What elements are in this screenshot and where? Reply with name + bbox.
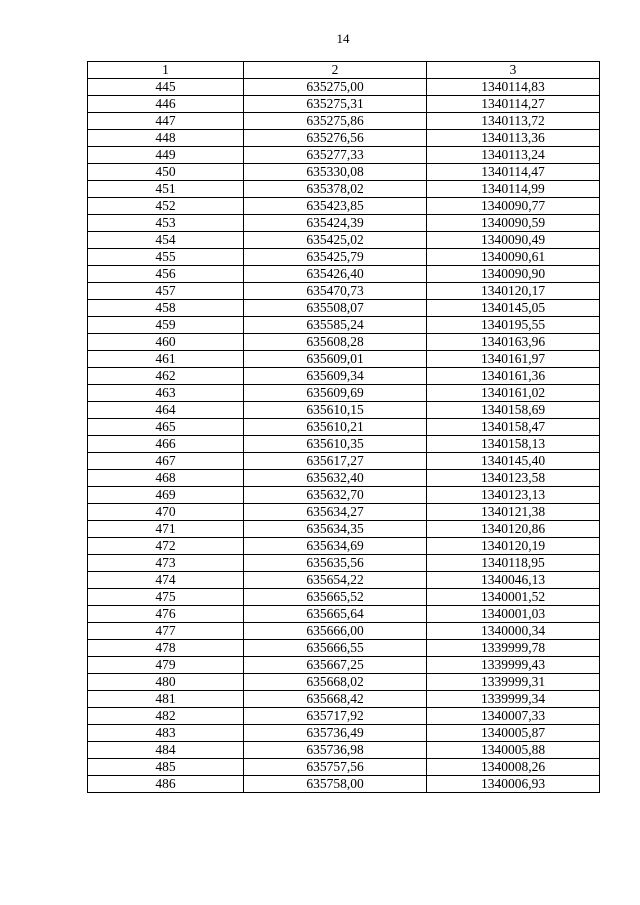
column-header-1: 1	[88, 62, 244, 79]
table-row	[88, 334, 600, 351]
x-coordinate-cell: 635632,40	[244, 470, 427, 487]
table-row	[88, 691, 600, 708]
point-number-cell: 448	[88, 130, 244, 147]
y-coordinate-cell: 1340195,55	[427, 317, 600, 334]
y-coordinate-cell: 1340120,86	[427, 521, 600, 538]
x-coordinate-cell: 635668,02	[244, 674, 427, 691]
y-coordinate-cell: 1340001,52	[427, 589, 600, 606]
y-coordinate-cell: 1340090,49	[427, 232, 600, 249]
table-row	[88, 164, 600, 181]
point-number-cell: 470	[88, 504, 244, 521]
point-number-cell: 474	[88, 572, 244, 589]
point-number-cell: 471	[88, 521, 244, 538]
x-coordinate-cell: 635666,55	[244, 640, 427, 657]
y-coordinate-cell: 1340113,72	[427, 113, 600, 130]
point-number-cell: 464	[88, 402, 244, 419]
point-number-cell: 450	[88, 164, 244, 181]
point-number-cell: 475	[88, 589, 244, 606]
y-coordinate-cell: 1340001,03	[427, 606, 600, 623]
table-row	[88, 385, 600, 402]
point-number-cell: 452	[88, 198, 244, 215]
point-number-cell: 483	[88, 725, 244, 742]
coordinates-table	[87, 61, 600, 793]
x-coordinate-cell: 635632,70	[244, 487, 427, 504]
table-row	[88, 232, 600, 249]
table-row	[88, 674, 600, 691]
table-row	[88, 147, 600, 164]
x-coordinate-cell: 635608,28	[244, 334, 427, 351]
x-coordinate-cell: 635424,39	[244, 215, 427, 232]
table-body	[88, 79, 600, 793]
point-number-cell: 477	[88, 623, 244, 640]
x-coordinate-cell: 635423,85	[244, 198, 427, 215]
y-coordinate-cell: 1340121,38	[427, 504, 600, 521]
x-coordinate-cell: 635378,02	[244, 181, 427, 198]
x-coordinate-cell: 635609,01	[244, 351, 427, 368]
y-coordinate-cell: 1340113,24	[427, 147, 600, 164]
y-coordinate-cell: 1339999,31	[427, 674, 600, 691]
table-row	[88, 555, 600, 572]
y-coordinate-cell: 1340000,34	[427, 623, 600, 640]
point-number-cell: 449	[88, 147, 244, 164]
table-row	[88, 266, 600, 283]
x-coordinate-cell: 635717,92	[244, 708, 427, 725]
x-coordinate-cell: 635425,02	[244, 232, 427, 249]
table-row	[88, 453, 600, 470]
table-row	[88, 606, 600, 623]
point-number-cell: 454	[88, 232, 244, 249]
point-number-cell: 481	[88, 691, 244, 708]
point-number-cell: 480	[88, 674, 244, 691]
table-row	[88, 521, 600, 538]
x-coordinate-cell: 635277,33	[244, 147, 427, 164]
x-coordinate-cell: 635470,73	[244, 283, 427, 300]
y-coordinate-cell: 1339999,43	[427, 657, 600, 674]
column-header-2: 2	[244, 62, 427, 79]
point-number-cell: 451	[88, 181, 244, 198]
x-coordinate-cell: 635634,27	[244, 504, 427, 521]
x-coordinate-cell: 635330,08	[244, 164, 427, 181]
point-number-cell: 462	[88, 368, 244, 385]
point-number-cell: 460	[88, 334, 244, 351]
x-coordinate-cell: 635275,31	[244, 96, 427, 113]
y-coordinate-cell: 1340090,59	[427, 215, 600, 232]
point-number-cell: 456	[88, 266, 244, 283]
point-number-cell: 476	[88, 606, 244, 623]
y-coordinate-cell: 1340005,87	[427, 725, 600, 742]
table-row	[88, 572, 600, 589]
x-coordinate-cell: 635275,86	[244, 113, 427, 130]
y-coordinate-cell: 1340123,13	[427, 487, 600, 504]
y-coordinate-cell: 1340158,47	[427, 419, 600, 436]
table-row	[88, 504, 600, 521]
table-header-row	[88, 62, 600, 79]
x-coordinate-cell: 635667,25	[244, 657, 427, 674]
table-row	[88, 419, 600, 436]
y-coordinate-cell: 1340161,97	[427, 351, 600, 368]
table-row	[88, 623, 600, 640]
x-coordinate-cell: 635668,42	[244, 691, 427, 708]
point-number-cell: 457	[88, 283, 244, 300]
page-number: 14	[336, 31, 350, 46]
point-number-cell: 446	[88, 96, 244, 113]
y-coordinate-cell: 1340090,90	[427, 266, 600, 283]
table-row	[88, 759, 600, 776]
y-coordinate-cell: 1340145,05	[427, 300, 600, 317]
y-coordinate-cell: 1340007,33	[427, 708, 600, 725]
point-number-cell: 467	[88, 453, 244, 470]
y-coordinate-cell: 1339999,34	[427, 691, 600, 708]
point-number-cell: 468	[88, 470, 244, 487]
y-coordinate-cell: 1340005,88	[427, 742, 600, 759]
x-coordinate-cell: 635275,00	[244, 79, 427, 96]
table-row	[88, 249, 600, 266]
y-coordinate-cell: 1340145,40	[427, 453, 600, 470]
x-coordinate-cell: 635609,69	[244, 385, 427, 402]
x-coordinate-cell: 635610,35	[244, 436, 427, 453]
y-coordinate-cell: 1340163,96	[427, 334, 600, 351]
table-row	[88, 283, 600, 300]
x-coordinate-cell: 635426,40	[244, 266, 427, 283]
table-row	[88, 351, 600, 368]
y-coordinate-cell: 1340120,17	[427, 283, 600, 300]
point-number-cell: 465	[88, 419, 244, 436]
x-coordinate-cell: 635665,52	[244, 589, 427, 606]
table-row	[88, 487, 600, 504]
x-coordinate-cell: 635610,21	[244, 419, 427, 436]
table-row	[88, 215, 600, 232]
point-number-cell: 455	[88, 249, 244, 266]
table-row	[88, 657, 600, 674]
y-coordinate-cell: 1340161,36	[427, 368, 600, 385]
y-coordinate-cell: 1340114,27	[427, 96, 600, 113]
table-row	[88, 742, 600, 759]
point-number-cell: 486	[88, 776, 244, 793]
point-number-cell: 466	[88, 436, 244, 453]
x-coordinate-cell: 635736,98	[244, 742, 427, 759]
table-row	[88, 708, 600, 725]
y-coordinate-cell: 1340090,61	[427, 249, 600, 266]
table-row	[88, 113, 600, 130]
point-number-cell: 463	[88, 385, 244, 402]
point-number-cell: 458	[88, 300, 244, 317]
table-row	[88, 181, 600, 198]
table-row	[88, 368, 600, 385]
y-coordinate-cell: 1340158,69	[427, 402, 600, 419]
x-coordinate-cell: 635609,34	[244, 368, 427, 385]
point-number-cell: 479	[88, 657, 244, 674]
table-row	[88, 79, 600, 96]
y-coordinate-cell: 1340114,99	[427, 181, 600, 198]
point-number-cell: 473	[88, 555, 244, 572]
y-coordinate-cell: 1340113,36	[427, 130, 600, 147]
y-coordinate-cell: 1340161,02	[427, 385, 600, 402]
y-coordinate-cell: 1340123,58	[427, 470, 600, 487]
y-coordinate-cell: 1340114,47	[427, 164, 600, 181]
x-coordinate-cell: 635634,69	[244, 538, 427, 555]
x-coordinate-cell: 635758,00	[244, 776, 427, 793]
y-coordinate-cell: 1340008,26	[427, 759, 600, 776]
point-number-cell: 485	[88, 759, 244, 776]
point-number-cell: 482	[88, 708, 244, 725]
x-coordinate-cell: 635610,15	[244, 402, 427, 419]
x-coordinate-cell: 635585,24	[244, 317, 427, 334]
table-row	[88, 538, 600, 555]
y-coordinate-cell: 1340114,83	[427, 79, 600, 96]
table-row	[88, 317, 600, 334]
x-coordinate-cell: 635736,49	[244, 725, 427, 742]
point-number-cell: 459	[88, 317, 244, 334]
x-coordinate-cell: 635425,79	[244, 249, 427, 266]
x-coordinate-cell: 635654,22	[244, 572, 427, 589]
y-coordinate-cell: 1340046,13	[427, 572, 600, 589]
table-row	[88, 640, 600, 657]
table-row	[88, 589, 600, 606]
point-number-cell: 445	[88, 79, 244, 96]
point-number-cell: 484	[88, 742, 244, 759]
table-row	[88, 300, 600, 317]
table-row	[88, 776, 600, 793]
y-coordinate-cell: 1340118,95	[427, 555, 600, 572]
table-row	[88, 725, 600, 742]
y-coordinate-cell: 1340120,19	[427, 538, 600, 555]
table-row	[88, 96, 600, 113]
x-coordinate-cell: 635635,56	[244, 555, 427, 572]
point-number-cell: 447	[88, 113, 244, 130]
point-number-cell: 478	[88, 640, 244, 657]
x-coordinate-cell: 635665,64	[244, 606, 427, 623]
table-row	[88, 470, 600, 487]
x-coordinate-cell: 635666,00	[244, 623, 427, 640]
x-coordinate-cell: 635508,07	[244, 300, 427, 317]
point-number-cell: 461	[88, 351, 244, 368]
column-header-3: 3	[427, 62, 600, 79]
x-coordinate-cell: 635634,35	[244, 521, 427, 538]
x-coordinate-cell: 635276,56	[244, 130, 427, 147]
x-coordinate-cell: 635617,27	[244, 453, 427, 470]
y-coordinate-cell: 1339999,78	[427, 640, 600, 657]
table-row	[88, 130, 600, 147]
y-coordinate-cell: 1340006,93	[427, 776, 600, 793]
x-coordinate-cell: 635757,56	[244, 759, 427, 776]
y-coordinate-cell: 1340090,77	[427, 198, 600, 215]
table-row	[88, 436, 600, 453]
table-row	[88, 198, 600, 215]
table-row	[88, 402, 600, 419]
point-number-cell: 472	[88, 538, 244, 555]
point-number-cell: 453	[88, 215, 244, 232]
point-number-cell: 469	[88, 487, 244, 504]
y-coordinate-cell: 1340158,13	[427, 436, 600, 453]
